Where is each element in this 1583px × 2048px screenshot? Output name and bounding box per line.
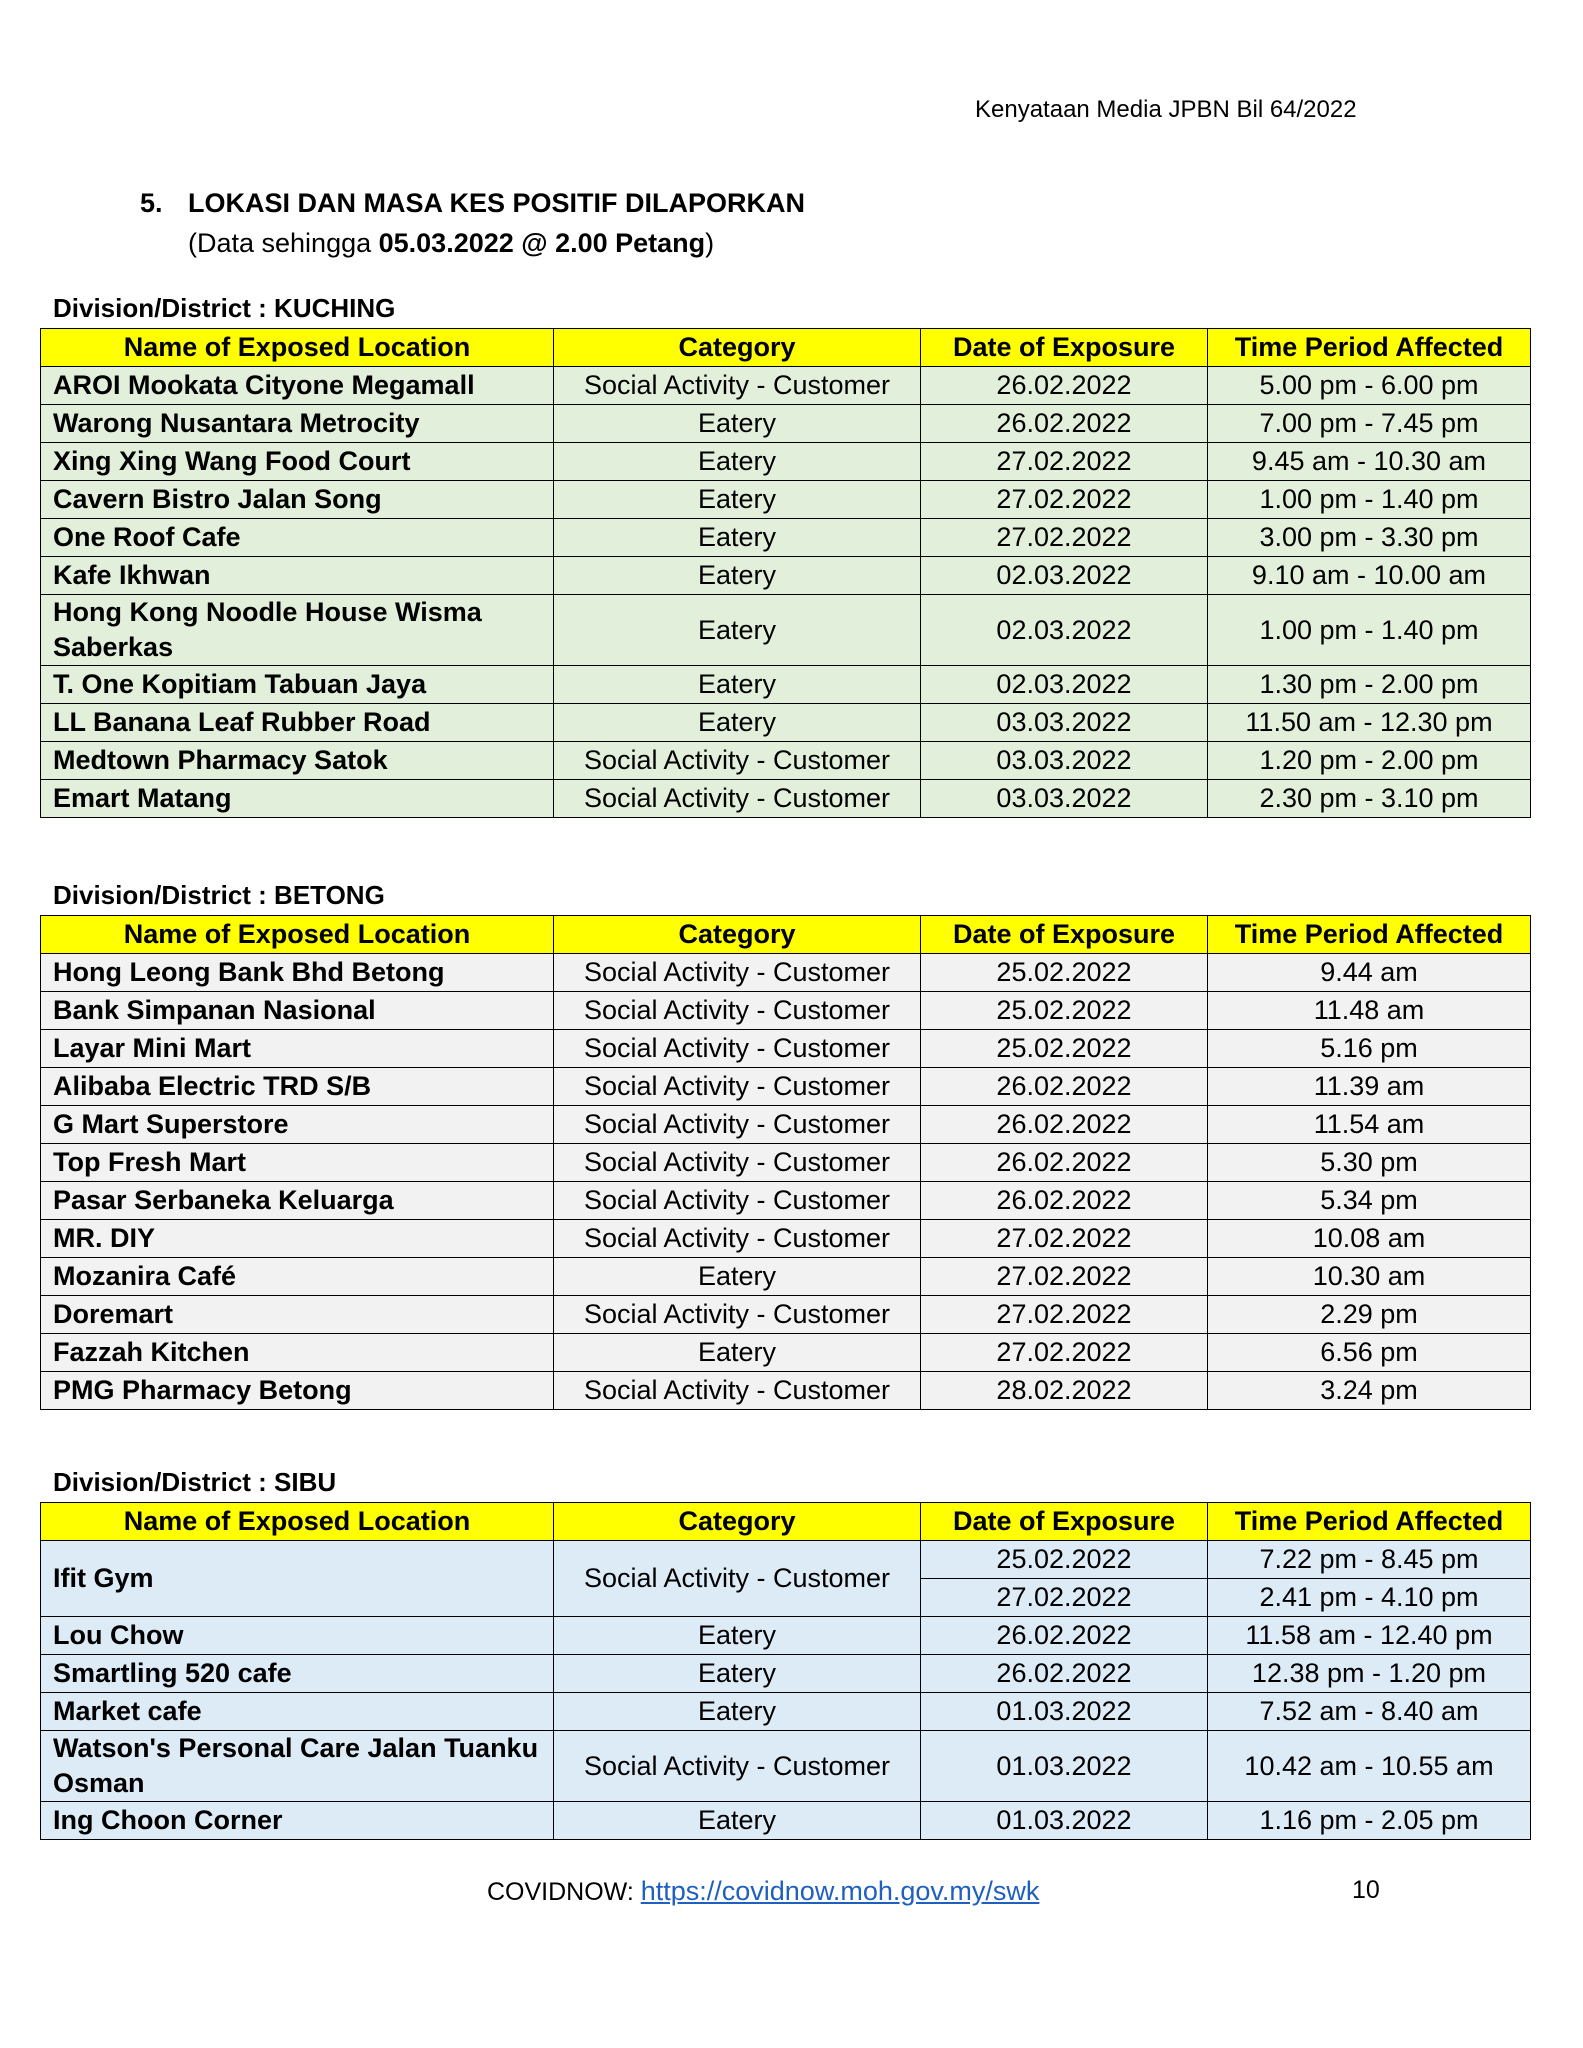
- time-cell: 2.29 pm: [1208, 1296, 1531, 1334]
- location-cell: Smartling 520 cafe: [41, 1655, 554, 1693]
- category-cell: Eatery: [554, 443, 921, 481]
- time-cell: 1.30 pm - 2.00 pm: [1208, 666, 1531, 704]
- location-cell: G Mart Superstore: [41, 1106, 554, 1144]
- table-row: [41, 367, 1531, 405]
- date-cell: 26.02.2022: [921, 405, 1208, 443]
- time-cell: 6.56 pm: [1208, 1334, 1531, 1372]
- date-cell: 02.03.2022: [921, 595, 1208, 666]
- category-cell: Social Activity - Customer: [554, 780, 921, 818]
- location-cell: Watson's Personal Care Jalan Tuanku Osman: [41, 1731, 554, 1802]
- category-cell: Eatery: [554, 557, 921, 595]
- date-cell: 28.02.2022: [921, 1372, 1208, 1410]
- column-header-time: Time Period Affected: [1208, 916, 1531, 954]
- location-cell: Fazzah Kitchen: [41, 1334, 554, 1372]
- table-row: [41, 1802, 1531, 1840]
- table-row: [41, 1030, 1531, 1068]
- time-cell: 9.45 am - 10.30 am: [1208, 443, 1531, 481]
- category-cell: Social Activity - Customer: [554, 992, 921, 1030]
- category-cell: Social Activity - Customer: [554, 1144, 921, 1182]
- table-body-sibu: [41, 1541, 1531, 1840]
- time-cell: 7.00 pm - 7.45 pm: [1208, 405, 1531, 443]
- location-cell: Layar Mini Mart: [41, 1030, 554, 1068]
- time-cell: 10.42 am - 10.55 am: [1208, 1731, 1531, 1802]
- section-title: [140, 188, 805, 219]
- time-cell: 9.44 am: [1208, 954, 1531, 992]
- table-row: [41, 1182, 1531, 1220]
- category-cell: Eatery: [554, 704, 921, 742]
- category-cell: Eatery: [554, 1802, 921, 1840]
- category-cell: Social Activity - Customer: [554, 742, 921, 780]
- column-header-category: Category: [554, 329, 921, 367]
- location-cell: AROI Mookata Cityone Megamall: [41, 367, 554, 405]
- table-row: [41, 742, 1531, 780]
- date-cell: 26.02.2022: [921, 1106, 1208, 1144]
- date-cell: 26.02.2022: [921, 367, 1208, 405]
- location-cell: Medtown Pharmacy Satok: [41, 742, 554, 780]
- table-header-row: [41, 329, 1531, 367]
- date-cell: 27.02.2022: [921, 443, 1208, 481]
- time-cell: 7.52 am - 8.40 am: [1208, 1693, 1531, 1731]
- category-cell: Social Activity - Customer: [554, 1372, 921, 1410]
- location-cell: Cavern Bistro Jalan Song: [41, 481, 554, 519]
- location-cell: Ifit Gym: [41, 1541, 554, 1617]
- category-cell: Social Activity - Customer: [554, 1296, 921, 1334]
- table-row: [41, 519, 1531, 557]
- location-cell: Market cafe: [41, 1693, 554, 1731]
- location-cell: Pasar Serbaneka Keluarga: [41, 1182, 554, 1220]
- table-row: [41, 1068, 1531, 1106]
- column-header-location: Name of Exposed Location: [41, 329, 554, 367]
- footer: [487, 1876, 1039, 1907]
- table-row: [41, 1296, 1531, 1334]
- category-cell: Social Activity - Customer: [554, 1182, 921, 1220]
- date-cell: 27.02.2022: [921, 1258, 1208, 1296]
- date-cell: 26.02.2022: [921, 1182, 1208, 1220]
- table-row: [41, 1372, 1531, 1410]
- category-cell: Eatery: [554, 1655, 921, 1693]
- category-cell: Social Activity - Customer: [554, 1030, 921, 1068]
- date-cell: 27.02.2022: [921, 1334, 1208, 1372]
- time-cell: 1.16 pm - 2.05 pm: [1208, 1802, 1531, 1840]
- date-cell: 25.02.2022: [921, 1030, 1208, 1068]
- table-row: [41, 1258, 1531, 1296]
- location-cell: Kafe Ikhwan: [41, 557, 554, 595]
- table-body-betong: [41, 954, 1531, 1410]
- table-header-row: [41, 916, 1531, 954]
- time-cell: 1.00 pm - 1.40 pm: [1208, 595, 1531, 666]
- date-cell: 03.03.2022: [921, 780, 1208, 818]
- time-cell: 7.22 pm - 8.45 pm: [1208, 1541, 1531, 1579]
- time-cell: 11.39 am: [1208, 1068, 1531, 1106]
- time-cell: 9.10 am - 10.00 am: [1208, 557, 1531, 595]
- table-row: [41, 1617, 1531, 1655]
- date-cell: 27.02.2022: [921, 1220, 1208, 1258]
- date-cell: 01.03.2022: [921, 1802, 1208, 1840]
- table-row: [41, 1106, 1531, 1144]
- date-cell: 27.02.2022: [921, 1579, 1208, 1617]
- column-header-time: Time Period Affected: [1208, 329, 1531, 367]
- category-cell: Eatery: [554, 519, 921, 557]
- page-number: 10: [1352, 1876, 1380, 1904]
- table-header-row: [41, 1503, 1531, 1541]
- time-cell: 10.08 am: [1208, 1220, 1531, 1258]
- column-header-category: Category: [554, 916, 921, 954]
- location-cell: PMG Pharmacy Betong: [41, 1372, 554, 1410]
- date-cell: 26.02.2022: [921, 1068, 1208, 1106]
- table-row: [41, 595, 1531, 666]
- time-cell: 5.00 pm - 6.00 pm: [1208, 367, 1531, 405]
- time-cell: 11.50 am - 12.30 pm: [1208, 704, 1531, 742]
- time-cell: 10.30 am: [1208, 1258, 1531, 1296]
- column-header-time: Time Period Affected: [1208, 1503, 1531, 1541]
- location-cell: Doremart: [41, 1296, 554, 1334]
- location-cell: Bank Simpanan Nasional: [41, 992, 554, 1030]
- column-header-location: Name of Exposed Location: [41, 1503, 554, 1541]
- time-cell: 5.30 pm: [1208, 1144, 1531, 1182]
- category-cell: Eatery: [554, 666, 921, 704]
- table-row: [41, 780, 1531, 818]
- category-cell: Eatery: [554, 1258, 921, 1296]
- district-label-betong: Division/District : BETONG: [53, 880, 385, 910]
- table-row: [41, 405, 1531, 443]
- table-sibu: [40, 1502, 1531, 1840]
- date-cell: 27.02.2022: [921, 481, 1208, 519]
- date-cell: 02.03.2022: [921, 666, 1208, 704]
- table-row: [41, 1693, 1531, 1731]
- covidnow-link[interactable]: https://covidnow.moh.gov.my/swk: [640, 1876, 1040, 1906]
- table-row: [41, 1655, 1531, 1693]
- location-cell: Lou Chow: [41, 1617, 554, 1655]
- category-cell: Social Activity - Customer: [554, 954, 921, 992]
- footer-prefix: COVIDNOW:: [487, 1878, 641, 1906]
- location-cell: T. One Kopitiam Tabuan Jaya: [41, 666, 554, 704]
- table-row: [41, 1334, 1531, 1372]
- category-cell: Social Activity - Customer: [554, 1220, 921, 1258]
- table-row: [41, 1731, 1531, 1802]
- date-cell: 02.03.2022: [921, 557, 1208, 595]
- table-row: [41, 1220, 1531, 1258]
- date-cell: 25.02.2022: [921, 954, 1208, 992]
- date-cell: 27.02.2022: [921, 1296, 1208, 1334]
- column-header-date: Date of Exposure: [921, 916, 1208, 954]
- district-label-sibu: Division/District : SIBU: [53, 1467, 337, 1497]
- table-row: [41, 666, 1531, 704]
- table-body-kuching: [41, 367, 1531, 818]
- location-cell: Emart Matang: [41, 780, 554, 818]
- category-cell: Eatery: [554, 1334, 921, 1372]
- column-header-category: Category: [554, 1503, 921, 1541]
- district-label-kuching: Division/District : KUCHING: [53, 293, 396, 323]
- column-header-date: Date of Exposure: [921, 329, 1208, 367]
- location-cell: Ing Choon Corner: [41, 1802, 554, 1840]
- category-cell: Social Activity - Customer: [554, 1731, 921, 1802]
- category-cell: Eatery: [554, 405, 921, 443]
- section-title-text: LOKASI DAN MASA KES POSITIF DILAPORKAN: [188, 188, 806, 218]
- location-cell: LL Banana Leaf Rubber Road: [41, 704, 554, 742]
- location-cell: Mozanira Café: [41, 1258, 554, 1296]
- category-cell: Eatery: [554, 1617, 921, 1655]
- time-cell: 3.24 pm: [1208, 1372, 1531, 1410]
- location-cell: Hong Kong Noodle House Wisma Saberkas: [41, 595, 554, 666]
- time-cell: 12.38 pm - 1.20 pm: [1208, 1655, 1531, 1693]
- table-row: [41, 1144, 1531, 1182]
- location-cell: Top Fresh Mart: [41, 1144, 554, 1182]
- time-cell: 3.00 pm - 3.30 pm: [1208, 519, 1531, 557]
- table-row: [41, 557, 1531, 595]
- time-cell: 5.16 pm: [1208, 1030, 1531, 1068]
- date-cell: 03.03.2022: [921, 742, 1208, 780]
- date-cell: 25.02.2022: [921, 1541, 1208, 1579]
- column-header-location: Name of Exposed Location: [41, 916, 554, 954]
- date-cell: 26.02.2022: [921, 1655, 1208, 1693]
- date-cell: 01.03.2022: [921, 1693, 1208, 1731]
- table-row: [41, 1541, 1531, 1579]
- date-cell: 01.03.2022: [921, 1731, 1208, 1802]
- date-cell: 27.02.2022: [921, 519, 1208, 557]
- category-cell: Eatery: [554, 1693, 921, 1731]
- table-row: [41, 992, 1531, 1030]
- time-cell: 2.30 pm - 3.10 pm: [1208, 780, 1531, 818]
- table-betong: [40, 915, 1531, 1410]
- table-row: [41, 443, 1531, 481]
- date-cell: 25.02.2022: [921, 992, 1208, 1030]
- location-cell: Xing Xing Wang Food Court: [41, 443, 554, 481]
- table-row: [41, 481, 1531, 519]
- location-cell: One Roof Cafe: [41, 519, 554, 557]
- table-row: [41, 954, 1531, 992]
- time-cell: 11.58 am - 12.40 pm: [1208, 1617, 1531, 1655]
- time-cell: 2.41 pm - 4.10 pm: [1208, 1579, 1531, 1617]
- time-cell: 5.34 pm: [1208, 1182, 1531, 1220]
- location-cell: Warong Nusantara Metrocity: [41, 405, 554, 443]
- location-cell: Hong Leong Bank Bhd Betong: [41, 954, 554, 992]
- category-cell: Eatery: [554, 595, 921, 666]
- time-cell: 1.20 pm - 2.00 pm: [1208, 742, 1531, 780]
- category-cell: Eatery: [554, 481, 921, 519]
- date-cell: 03.03.2022: [921, 704, 1208, 742]
- location-cell: Alibaba Electric TRD S/B: [41, 1068, 554, 1106]
- time-cell: 1.00 pm - 1.40 pm: [1208, 481, 1531, 519]
- date-cell: 26.02.2022: [921, 1144, 1208, 1182]
- table-row: [41, 704, 1531, 742]
- column-header-date: Date of Exposure: [921, 1503, 1208, 1541]
- section-number: 5.: [140, 188, 163, 218]
- date-cell: 26.02.2022: [921, 1617, 1208, 1655]
- subtitle-suffix: ): [705, 228, 715, 258]
- category-cell: Social Activity - Customer: [554, 1541, 921, 1617]
- location-cell: MR. DIY: [41, 1220, 554, 1258]
- section-subtitle: [188, 228, 714, 259]
- time-cell: 11.48 am: [1208, 992, 1531, 1030]
- category-cell: Social Activity - Customer: [554, 367, 921, 405]
- time-cell: 11.54 am: [1208, 1106, 1531, 1144]
- category-cell: Social Activity - Customer: [554, 1106, 921, 1144]
- table-kuching: [40, 328, 1531, 818]
- subtitle-date: 05.03.2022 @ 2.00 Petang: [378, 228, 706, 258]
- document-reference: Kenyataan Media JPBN Bil 64/2022: [975, 96, 1357, 123]
- subtitle-prefix: (Data sehingga: [188, 228, 379, 258]
- category-cell: Social Activity - Customer: [554, 1068, 921, 1106]
